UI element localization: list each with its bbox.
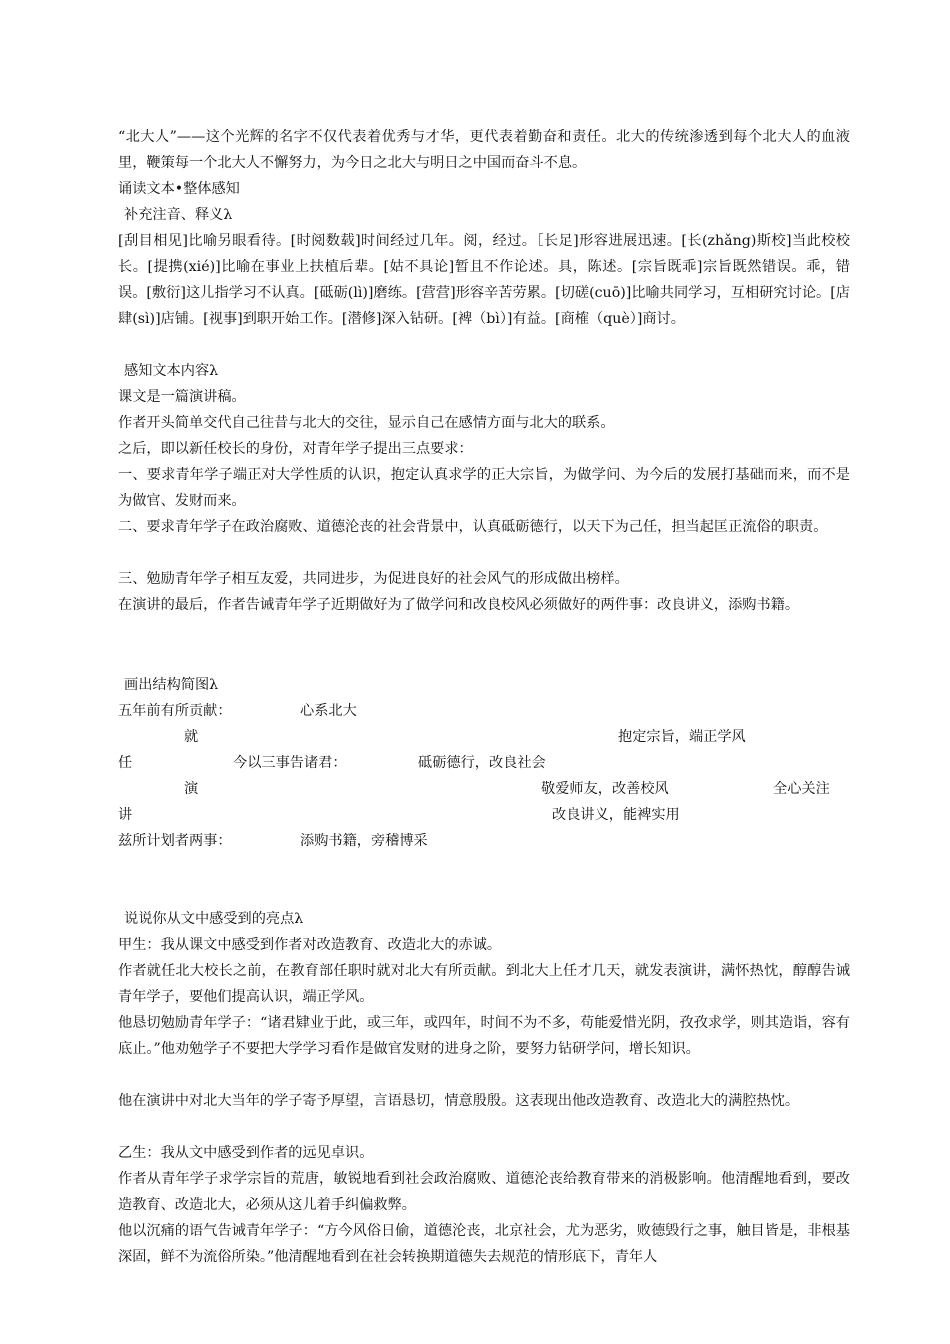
highlight-line: 作者就任北大校长之前，在教育部任职时就对北大有所贡献。到北大上任才几天，就发表演讲，满怀热忱，醇醇告诫青年学子，要他们提高认识，端正学风。 [118,963,850,1005]
content-line: 作者开头简单交代自己往昔与北大的交往，显示自己在感情方面与北大的联系。 [118,415,615,431]
content-line: 在演讲的最后，作者告诫青年学子近期做好为了做学问和改良校风必须做好的两件事：改良讲义，添购书籍。 [118,597,800,613]
intro-paragraph: “北大人”——这个光辉的名字不仅代表着优秀与才华，更代表着勤奋和责任。北大的传统渗透到每个北大人的血液里，鞭策每一个北大人不懈努力，为今日之北大与明日之中国而奋斗不息。 [118,129,850,171]
diagram-item: 心系北大 [300,703,357,719]
highlight-line: 他以沉痛的语气告诫青年学子：“方今风俗日偷，道德沦丧，北京社会，尤为恶劣，败德毁行之事，触目皆是，非根基深固，鲜不为流俗所染。”他清醒地看到在社会转换期道德失去规范的情形底下，青年人 [118,1223,850,1265]
content-line: 三、勉励青年学子相互友爱，共同进步，为促进良好的社会风气的形成做出榜样。 [118,571,629,587]
notes-paragraph: [刮目相见]比喻另眼看待。[时阅数载]时间经过几年。阅，经过。［长足]形容进展迅速。[长(zhǎng)斯校]当此校校长。[提携(xié)]比喻在事业上扶植后辈。[姑不具论]暂且不作论述。具，陈述。[宗旨既乖]宗旨既然错误。乖，错误。[敷衍]这儿指学习不认真。[砥砺(lì)]磨练。[营营]形容辛苦劳累。[切磋(cuō)]比喻共同学习，互相研究讨论。[店肆(sì)]店铺。[视事]到职开始工作。[潜修]深入钻研。[裨（bì）]有益。[商榷（què）]商讨。 [118,233,850,327]
diagram-label: 就 [184,729,199,745]
content-line: 之后，即以新任校长的身份，对青年学子提出三点要求： [118,441,473,457]
highlight-line: 他恳切勉励青年学子：“诸君肄业于此，或三年，或四年，时间不为不多，苟能爱惜光阴，孜孜求学，则其造诣，容有底止。”他劝勉学子不要把大学学习看作是做官发财的进身之阶，要努力钻研学问，增长知识。 [118,1015,850,1057]
diagram-item: 改良讲义，能裨实用 [552,807,680,823]
diagram-label: 演 [184,781,199,797]
content-line: 课文是一篇演讲稿。 [118,389,246,405]
diagram-label: 今以三事告诸君： [233,755,347,771]
section-title: 诵读文本•整体感知 [118,181,240,197]
diagram-label: 兹所计划者两事： [118,833,232,849]
highlight-line: 乙生：我从文中感受到作者的远见卓识。 [118,1145,374,1161]
subheading-highlights: 说说你从文中感受到的亮点λ [124,911,304,927]
highlight-line: 作者从青年学子求学宗旨的荒唐，敏锐地看到社会政治腐败、道德沦丧给教育带来的消极影响。他清醒地看到，要改造教育、改造北大，必须从这儿着手纠偏救弊。 [118,1171,850,1213]
diagram-item: 抱定宗旨，端正学风 [618,729,746,745]
diagram-item: 添购书籍，旁稽博采 [300,833,428,849]
subheading-structure: 画出结构简图λ [124,677,219,693]
diagram-item: 砥砺德行，改良社会 [418,755,546,771]
highlight-line: 甲生：我从课文中感受到作者对改造教育、改造北大的赤诚。 [118,937,502,953]
diagram-label: 五年前有所贡献： [118,703,232,719]
content-line: 一、要求青年学子端正对大学性质的认识，抱定认真求学的正大宗旨，为做学问、为今后的发展打基础而来，而不是为做官、发财而来。 [118,467,850,509]
highlight-line: 他在演讲中对北大当年的学子寄予厚望，言语恳切，情意殷殷。这表现出他改造教育、改造北大的满腔热忱。 [118,1093,800,1109]
diagram-label: 讲 [118,807,133,823]
diagram-label: 任 [118,755,133,771]
subheading-notes: 补充注音、释义λ [124,207,233,223]
content-line: 二、要求青年学子在政治腐败、道德沦丧的社会背景中，认真砥砺德行，以天下为己任，担当起匡正流俗的职责。 [118,519,828,535]
subheading-content: 感知文本内容λ [124,363,219,379]
diagram-item: 敬爱师友，改善校风 [541,781,669,797]
diagram-item: 全心关注 [773,781,830,797]
